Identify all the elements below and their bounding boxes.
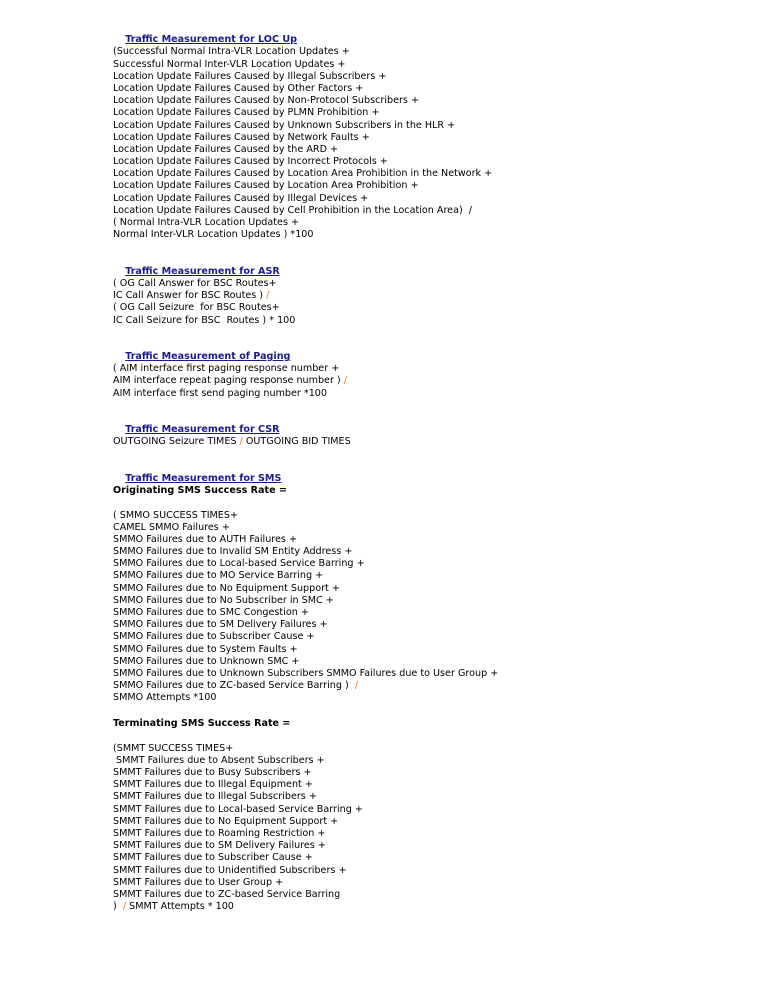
formula-line: SMMT Failures due to Roaming Restriction + xyxy=(113,828,326,839)
terminating-sms-title: Terminating SMS Success Rate = xyxy=(113,717,291,729)
formula-line: ( OG Call Seizure for BSC Routes+ xyxy=(113,302,280,314)
heading-paging[interactable]: Traffic Measurement of Paging xyxy=(125,351,291,363)
formula-line: SMMT Failures due to Unidentified Subscribers + xyxy=(113,864,347,876)
formula-line: Normal Inter-VLR Location Updates ) *100 xyxy=(113,229,314,241)
division-slash: / xyxy=(354,680,359,692)
formula-line: ( Normal Intra-VLR Location Updates + xyxy=(113,217,300,228)
formula-line: ( SMMO SUCCESS TIMES+ xyxy=(113,509,238,521)
division-slash: / xyxy=(266,290,270,302)
heading-sms-row xyxy=(113,461,753,484)
formula-line: SMMT Failures due to No Equipment Support + xyxy=(113,815,339,827)
formula-line: Location Update Failures Caused by Other Factors + xyxy=(113,82,364,94)
division-slash: / xyxy=(122,901,127,913)
formula-text: SMMT Attempts * 100 xyxy=(126,901,234,913)
asr-formula xyxy=(113,278,753,327)
formula-line: SMMT Failures due to Absent Subscribers + xyxy=(113,754,325,766)
originating-formula xyxy=(113,510,753,705)
formula-line xyxy=(113,375,753,387)
formula-line: Location Update Failures Caused by Network Faults + xyxy=(113,131,370,143)
formula-line: Location Update Failures Caused by the ARD + xyxy=(113,143,339,155)
formula-line: SMMO Failures due to Subscriber Cause + xyxy=(113,631,315,643)
formula-text: AIM interface repeat paging response number ) xyxy=(113,375,344,387)
formula-line: Location Update Failures Caused by Illegal Subscribers + xyxy=(113,70,387,82)
formula-line: SMMT Failures due to SM Delivery Failures + xyxy=(113,840,326,852)
formula-line: ( OG Call Answer for BSC Routes+ xyxy=(113,277,277,289)
formula-line: (Successful Normal Intra-VLR Location Updates + xyxy=(113,46,350,58)
formula-line: Location Update Failures Caused by Unknown Subscribers in the HLR + xyxy=(113,119,456,131)
formula-line: SMMT Failures due to ZC-based Service Barring xyxy=(113,888,341,900)
heading-loc-row xyxy=(113,22,753,46)
formula-line: SMMO Failures due to No Subscriber in SMC + xyxy=(113,594,334,606)
division-slash: / xyxy=(239,436,243,448)
heading-asr[interactable]: Traffic Measurement for ASR xyxy=(125,265,280,277)
formula-line: ( AIM interface first paging response number + xyxy=(113,363,340,375)
formula-line: SMMO Failures due to Invalid SM Entity Address + xyxy=(113,546,353,558)
formula-line: Location Update Failures Caused by Cell Prohibition in the Location Area) / xyxy=(113,204,473,216)
formula-line: Location Update Failures Caused by Incorrect Protocols + xyxy=(113,156,388,168)
formula-line: SMMO Failures due to MO Service Barring + xyxy=(113,570,324,582)
originating-sms-title: Originating SMS Success Rate = xyxy=(113,485,287,497)
formula-line: SMMT Failures due to Subscriber Cause + xyxy=(113,852,313,864)
formula-line: SMMO Failures due to AUTH Failures + xyxy=(113,533,298,545)
formula-line: SMMO Failures due to SMC Congestion + xyxy=(113,607,309,618)
formula-line: Location Update Failures Caused by Illegal Devices + xyxy=(113,192,369,204)
formula-line: SMMO Failures due to No Equipment Support + xyxy=(113,582,340,594)
formula-line xyxy=(113,680,753,692)
formula-line: SMMO Failures due to SM Delivery Failures + xyxy=(113,619,328,631)
formula-line xyxy=(113,901,753,913)
loc-formula xyxy=(113,46,753,241)
formula-line: Location Update Failures Caused by Non-Protocol Subscribers + xyxy=(113,95,420,107)
formula-line: AIM interface first send paging number *100 xyxy=(113,387,328,399)
formula-text: ) xyxy=(113,901,123,913)
heading-paging-row xyxy=(113,339,753,363)
paging-formula xyxy=(113,363,753,400)
formula-line: Location Update Failures Caused by PLMN Prohibition + xyxy=(113,107,380,119)
formula-line: SMMT Failures due to Busy Subscribers + xyxy=(113,767,312,779)
formula-line: CAMEL SMMO Failures + xyxy=(113,521,230,533)
formula-text: IC Call Answer for BSC Routes ) xyxy=(113,290,267,302)
document-page xyxy=(113,22,753,913)
formula-text: OUTGOING BID TIMES xyxy=(242,436,351,448)
formula-line: SMMO Attempts *100 xyxy=(113,692,217,704)
heading-csr-row xyxy=(113,412,753,436)
heading-asr-row xyxy=(113,254,753,277)
formula-line: Location Update Failures Caused by Location Area Prohibition in the Network + xyxy=(113,168,493,180)
formula-line: SMMO Failures due to Unknown SMC + xyxy=(113,655,300,667)
formula-line xyxy=(113,436,753,448)
formula-line: SMMT Failures due to Illegal Subscribers + xyxy=(113,791,317,803)
formula-text: OUTGOING Seizure TIMES xyxy=(113,436,240,448)
formula-line: SMMT Failures due to Local-based Service Barring + xyxy=(113,803,363,815)
formula-line: SMMO Failures due to Unknown Subscribers SMMO Failures due to User Group + xyxy=(113,667,499,679)
formula-line: Successful Normal Inter-VLR Location Updates + xyxy=(113,58,346,70)
formula-line: (SMMT SUCCESS TIMES+ xyxy=(113,742,234,754)
csr-formula xyxy=(113,436,753,448)
terminating-formula xyxy=(113,743,753,914)
formula-line: SMMT Failures due to User Group + xyxy=(113,876,284,888)
formula-line: Location Update Failures Caused by Location Area Prohibition + xyxy=(113,180,419,192)
heading-csr[interactable]: Traffic Measurement for CSR xyxy=(125,424,280,436)
heading-sms[interactable]: Traffic Measurement for SMS xyxy=(125,472,282,484)
formula-text: SMMO Failures due to ZC-based Service Barring ) xyxy=(113,680,355,692)
heading-loc-up[interactable]: Traffic Measurement for LOC Up xyxy=(125,34,297,46)
formula-line: SMMO Failures due to Local-based Service Barring + xyxy=(113,558,365,570)
formula-line: SMMT Failures due to Illegal Equipment + xyxy=(113,779,313,791)
formula-line xyxy=(113,290,753,302)
formula-line: IC Call Seizure for BSC Routes ) * 100 xyxy=(113,314,296,326)
formula-line: SMMO Failures due to System Faults + xyxy=(113,643,298,655)
division-slash: / xyxy=(343,375,347,387)
